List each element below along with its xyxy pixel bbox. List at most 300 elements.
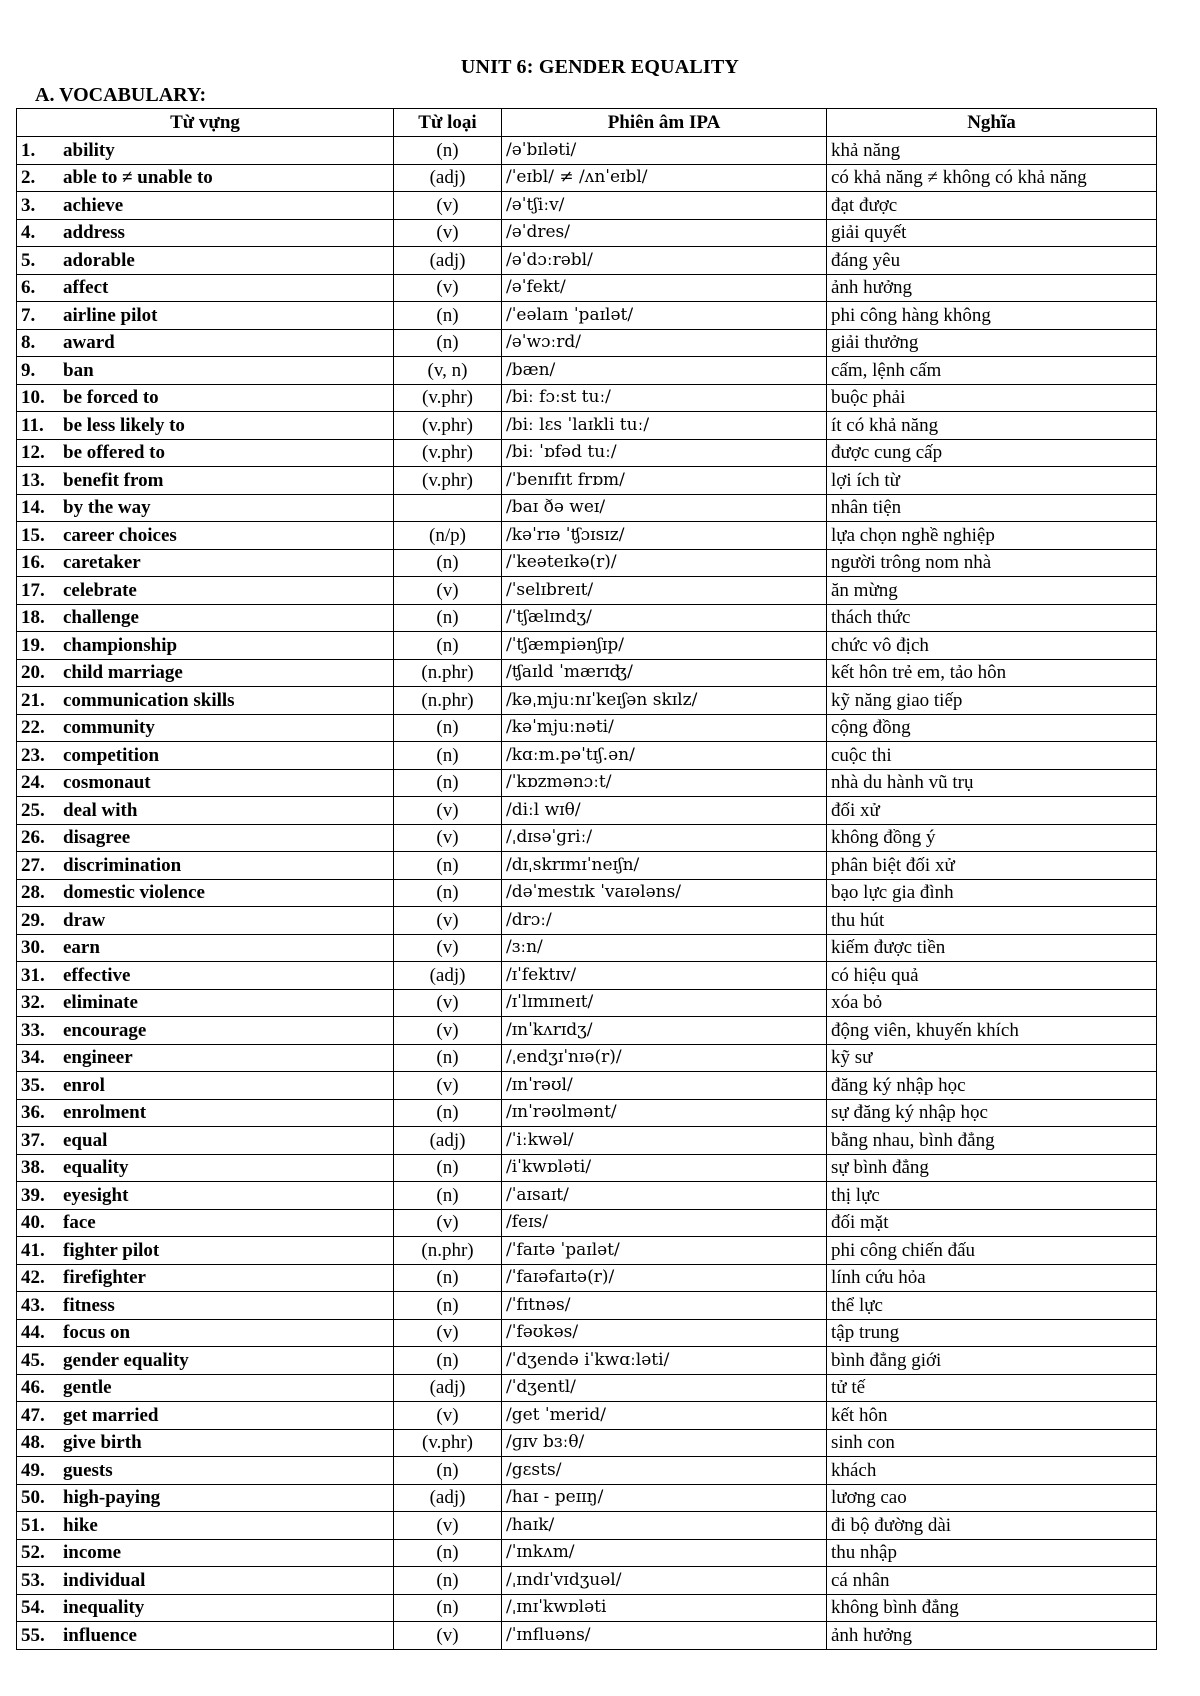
meaning-cell: lính cứu hỏa bbox=[827, 1264, 1157, 1292]
word-cell bbox=[17, 742, 394, 770]
vocab-word: be less likely to bbox=[63, 414, 185, 436]
word-type-cell: (n.phr) bbox=[394, 659, 502, 687]
vocab-word: adorable bbox=[63, 249, 135, 271]
meaning-cell: có hiệu quả bbox=[827, 962, 1157, 990]
row-number: 34. bbox=[21, 1047, 45, 1069]
meaning-cell: không đồng ý bbox=[827, 824, 1157, 852]
ipa-cell: /biː lɛs ˈlaɪkli tuː/ bbox=[502, 412, 827, 440]
table-row bbox=[17, 907, 1157, 935]
vocab-word: child marriage bbox=[63, 662, 183, 684]
word-cell bbox=[17, 329, 394, 357]
word-cell bbox=[17, 1512, 394, 1540]
vocab-word: inequality bbox=[63, 1597, 145, 1619]
word-cell bbox=[17, 1567, 394, 1595]
row-number: 9. bbox=[21, 359, 36, 381]
ipa-cell: /ʧaɪld ˈmærɪʤ/ bbox=[502, 659, 827, 687]
ipa-cell: /ˈkɒzmənɔːt/ bbox=[502, 769, 827, 797]
word-type-cell: (n) bbox=[394, 1594, 502, 1622]
table-row bbox=[17, 1457, 1157, 1485]
word-type-cell: (n) bbox=[394, 1567, 502, 1595]
ipa-cell: /ɪnˈkʌrɪdʒ/ bbox=[502, 1017, 827, 1045]
word-cell bbox=[17, 934, 394, 962]
ipa-cell: /kəˈrɪə ˈʧɔɪsɪz/ bbox=[502, 522, 827, 550]
vocab-word: disagree bbox=[63, 827, 131, 849]
word-cell bbox=[17, 439, 394, 467]
row-number: 48. bbox=[21, 1432, 45, 1454]
row-number: 32. bbox=[21, 992, 45, 1014]
table-row bbox=[17, 962, 1157, 990]
word-cell bbox=[17, 879, 394, 907]
row-number: 20. bbox=[21, 662, 45, 684]
meaning-cell: lựa chọn nghề nghiệp bbox=[827, 522, 1157, 550]
table-row bbox=[17, 989, 1157, 1017]
row-number: 53. bbox=[21, 1569, 45, 1591]
ipa-cell: /bæn/ bbox=[502, 357, 827, 385]
word-cell bbox=[17, 1237, 394, 1265]
word-cell bbox=[17, 384, 394, 412]
word-type-cell: (v) bbox=[394, 797, 502, 825]
ipa-cell: /ˌdɪsəˈɡriː/ bbox=[502, 824, 827, 852]
table-row bbox=[17, 302, 1157, 330]
word-type-cell: (n) bbox=[394, 1347, 502, 1375]
row-number: 28. bbox=[21, 882, 45, 904]
ipa-cell: /əˈwɔːrd/ bbox=[502, 329, 827, 357]
table-row bbox=[17, 687, 1157, 715]
table-row bbox=[17, 1099, 1157, 1127]
row-number: 22. bbox=[21, 717, 45, 739]
row-number: 49. bbox=[21, 1459, 45, 1481]
row-number: 26. bbox=[21, 827, 45, 849]
table-row bbox=[17, 1622, 1157, 1650]
table-row bbox=[17, 1182, 1157, 1210]
page-title: UNIT 6: GENDER EQUALITY bbox=[460, 56, 740, 78]
table-row bbox=[17, 604, 1157, 632]
table-row bbox=[17, 1292, 1157, 1320]
table-row bbox=[17, 467, 1157, 495]
row-number: 1. bbox=[21, 139, 36, 161]
meaning-cell: lợi ích từ bbox=[827, 467, 1157, 495]
table-row bbox=[17, 1402, 1157, 1430]
vocab-word: get married bbox=[63, 1404, 159, 1426]
table-row bbox=[17, 1512, 1157, 1540]
meaning-cell: giải quyết bbox=[827, 219, 1157, 247]
word-cell bbox=[17, 1594, 394, 1622]
word-type-cell: (v) bbox=[394, 1209, 502, 1237]
vocab-word: fitness bbox=[63, 1294, 115, 1316]
table-row bbox=[17, 1017, 1157, 1045]
meaning-cell: khả năng bbox=[827, 137, 1157, 165]
meaning-cell: cuộc thi bbox=[827, 742, 1157, 770]
meaning-cell: đăng ký nhập học bbox=[827, 1072, 1157, 1100]
word-cell bbox=[17, 1484, 394, 1512]
table-row bbox=[17, 632, 1157, 660]
table-row bbox=[17, 384, 1157, 412]
row-number: 2. bbox=[21, 167, 36, 189]
ipa-cell: /baɪ ðə weɪ/ bbox=[502, 494, 827, 522]
meaning-cell: người trông nom nhà bbox=[827, 549, 1157, 577]
meaning-cell: ít có khả năng bbox=[827, 412, 1157, 440]
row-number: 30. bbox=[21, 937, 45, 959]
vocab-word: equal bbox=[63, 1129, 108, 1151]
meaning-cell: buộc phải bbox=[827, 384, 1157, 412]
vocab-word: firefighter bbox=[63, 1267, 146, 1289]
table-row bbox=[17, 439, 1157, 467]
row-number: 50. bbox=[21, 1487, 45, 1509]
table-row bbox=[17, 852, 1157, 880]
word-cell bbox=[17, 302, 394, 330]
ipa-cell: /ˈfəʊkəs/ bbox=[502, 1319, 827, 1347]
ipa-cell: /kəˌmjuːnɪˈkeɪʃən skɪlz/ bbox=[502, 687, 827, 715]
ipa-cell: /ɪnˈrəʊlmənt/ bbox=[502, 1099, 827, 1127]
meaning-cell: giải thưởng bbox=[827, 329, 1157, 357]
table-header-row bbox=[17, 109, 1157, 137]
meaning-cell: đi bộ đường dài bbox=[827, 1512, 1157, 1540]
header-ipa: Phiên âm IPA bbox=[502, 109, 827, 137]
vocab-word: championship bbox=[63, 634, 178, 656]
vocab-word: able to ≠ unable to bbox=[63, 167, 213, 189]
ipa-cell: /ˈeɪbl/ ≠ /ʌnˈeɪbl/ bbox=[502, 164, 827, 192]
table-row bbox=[17, 1154, 1157, 1182]
table-row bbox=[17, 824, 1157, 852]
word-type-cell: (n) bbox=[394, 852, 502, 880]
ipa-cell: /ˌɪndɪˈvɪdʒuəl/ bbox=[502, 1567, 827, 1595]
table-row bbox=[17, 1347, 1157, 1375]
ipa-cell: /ɪnˈrəʊl/ bbox=[502, 1072, 827, 1100]
vocab-word: deal with bbox=[63, 799, 138, 821]
vocab-word: career choices bbox=[63, 524, 177, 546]
row-number: 14. bbox=[21, 497, 45, 519]
table-row bbox=[17, 1044, 1157, 1072]
meaning-cell: không bình đẳng bbox=[827, 1594, 1157, 1622]
word-type-cell: (n) bbox=[394, 742, 502, 770]
word-type-cell: (n) bbox=[394, 1457, 502, 1485]
vocab-word: income bbox=[63, 1542, 122, 1564]
word-cell bbox=[17, 1539, 394, 1567]
table-row bbox=[17, 1237, 1157, 1265]
row-number: 42. bbox=[21, 1267, 45, 1289]
meaning-cell: thể lực bbox=[827, 1292, 1157, 1320]
row-number: 12. bbox=[21, 442, 45, 464]
word-type-cell: (n.phr) bbox=[394, 687, 502, 715]
meaning-cell: bình đẳng giới bbox=[827, 1347, 1157, 1375]
vocab-word: high-paying bbox=[63, 1487, 161, 1509]
table-row bbox=[17, 1127, 1157, 1155]
word-type-cell: (n) bbox=[394, 604, 502, 632]
ipa-cell: /ˈselɪbreɪt/ bbox=[502, 577, 827, 605]
word-cell bbox=[17, 1402, 394, 1430]
word-type-cell: (v.phr) bbox=[394, 467, 502, 495]
table-row bbox=[17, 357, 1157, 385]
ipa-cell: /biː ˈɒfəd tuː/ bbox=[502, 439, 827, 467]
ipa-cell: /əˈtʃiːv/ bbox=[502, 192, 827, 220]
word-cell bbox=[17, 494, 394, 522]
ipa-cell: /drɔː/ bbox=[502, 907, 827, 935]
table-row bbox=[17, 769, 1157, 797]
word-type-cell: (n) bbox=[394, 137, 502, 165]
vocab-word: influence bbox=[63, 1624, 137, 1646]
word-type-cell: (v) bbox=[394, 907, 502, 935]
ipa-cell: /get ˈmerid/ bbox=[502, 1402, 827, 1430]
word-cell bbox=[17, 1622, 394, 1650]
vocab-word: individual bbox=[63, 1569, 146, 1591]
word-type-cell: (n) bbox=[394, 1099, 502, 1127]
table-row bbox=[17, 714, 1157, 742]
table-row bbox=[17, 247, 1157, 275]
word-cell bbox=[17, 412, 394, 440]
row-number: 44. bbox=[21, 1322, 45, 1344]
table-row bbox=[17, 1484, 1157, 1512]
word-type-cell: (n/p) bbox=[394, 522, 502, 550]
meaning-cell: nhân tiện bbox=[827, 494, 1157, 522]
word-type-cell: (adj) bbox=[394, 1374, 502, 1402]
table-row bbox=[17, 1594, 1157, 1622]
row-number: 3. bbox=[21, 194, 36, 216]
row-number: 41. bbox=[21, 1239, 45, 1261]
ipa-cell: /dɪˌskrɪmɪˈneɪʃn/ bbox=[502, 852, 827, 880]
meaning-cell: lương cao bbox=[827, 1484, 1157, 1512]
vocab-word: benefit from bbox=[63, 469, 164, 491]
word-type-cell: (v) bbox=[394, 274, 502, 302]
word-type-cell: (n) bbox=[394, 879, 502, 907]
word-type-cell: (v) bbox=[394, 824, 502, 852]
word-cell bbox=[17, 1017, 394, 1045]
ipa-cell: /ˈtʃæmpiənʃɪp/ bbox=[502, 632, 827, 660]
vocab-word: celebrate bbox=[63, 579, 137, 601]
ipa-cell: /ˈeəlaɪn ˈpaɪlət/ bbox=[502, 302, 827, 330]
meaning-cell: kiếm được tiền bbox=[827, 934, 1157, 962]
vocab-word: ability bbox=[63, 139, 115, 161]
ipa-cell: /əˈbɪləti/ bbox=[502, 137, 827, 165]
word-type-cell: (n) bbox=[394, 714, 502, 742]
ipa-cell: /ˈɪnfluəns/ bbox=[502, 1622, 827, 1650]
meaning-cell: cấm, lệnh cấm bbox=[827, 357, 1157, 385]
word-cell bbox=[17, 824, 394, 852]
row-number: 10. bbox=[21, 387, 45, 409]
table-row bbox=[17, 522, 1157, 550]
table-row bbox=[17, 577, 1157, 605]
meaning-cell: đối mặt bbox=[827, 1209, 1157, 1237]
word-cell bbox=[17, 1209, 394, 1237]
row-number: 13. bbox=[21, 469, 45, 491]
ipa-cell: /ˈfɪtnəs/ bbox=[502, 1292, 827, 1320]
word-cell bbox=[17, 1182, 394, 1210]
meaning-cell: phi công hàng không bbox=[827, 302, 1157, 330]
word-cell bbox=[17, 1429, 394, 1457]
meaning-cell: bạo lực gia đình bbox=[827, 879, 1157, 907]
meaning-cell: sự đăng ký nhập học bbox=[827, 1099, 1157, 1127]
meaning-cell: sinh con bbox=[827, 1429, 1157, 1457]
row-number: 17. bbox=[21, 579, 45, 601]
ipa-cell: /ɡɪv bɜːθ/ bbox=[502, 1429, 827, 1457]
word-cell bbox=[17, 577, 394, 605]
row-number: 6. bbox=[21, 277, 36, 299]
ipa-cell: /əˈdres/ bbox=[502, 219, 827, 247]
meaning-cell: thị lực bbox=[827, 1182, 1157, 1210]
table-row bbox=[17, 934, 1157, 962]
vocab-word: award bbox=[63, 332, 115, 354]
meaning-cell: sự bình đẳng bbox=[827, 1154, 1157, 1182]
row-number: 16. bbox=[21, 552, 45, 574]
row-number: 33. bbox=[21, 1019, 45, 1041]
word-type-cell: (v) bbox=[394, 219, 502, 247]
word-cell bbox=[17, 219, 394, 247]
word-cell bbox=[17, 1457, 394, 1485]
table-row bbox=[17, 742, 1157, 770]
meaning-cell: thu nhập bbox=[827, 1539, 1157, 1567]
vocab-word: caretaker bbox=[63, 552, 141, 574]
row-number: 52. bbox=[21, 1542, 45, 1564]
row-number: 36. bbox=[21, 1102, 45, 1124]
word-type-cell: (v.phr) bbox=[394, 439, 502, 467]
vocab-word: draw bbox=[63, 909, 106, 931]
ipa-cell: /ˈaɪsaɪt/ bbox=[502, 1182, 827, 1210]
meaning-cell: ảnh hưởng bbox=[827, 274, 1157, 302]
word-cell bbox=[17, 687, 394, 715]
vocab-word: be forced to bbox=[63, 387, 159, 409]
vocab-word: domestic violence bbox=[63, 882, 205, 904]
table-row bbox=[17, 1209, 1157, 1237]
table-row bbox=[17, 879, 1157, 907]
word-type-cell: (n) bbox=[394, 632, 502, 660]
vocab-word: affect bbox=[63, 277, 109, 299]
row-number: 37. bbox=[21, 1129, 45, 1151]
word-cell bbox=[17, 1099, 394, 1127]
ipa-cell: /biː fɔːst tuː/ bbox=[502, 384, 827, 412]
row-number: 54. bbox=[21, 1597, 45, 1619]
vocab-word: enrol bbox=[63, 1074, 105, 1096]
table-row bbox=[17, 494, 1157, 522]
word-cell bbox=[17, 1292, 394, 1320]
ipa-cell: /ˈɪnkʌm/ bbox=[502, 1539, 827, 1567]
row-number: 31. bbox=[21, 964, 45, 986]
row-number: 45. bbox=[21, 1349, 45, 1371]
ipa-cell: /ɪˈlɪmɪneɪt/ bbox=[502, 989, 827, 1017]
word-cell bbox=[17, 714, 394, 742]
vocab-word: fighter pilot bbox=[63, 1239, 160, 1261]
meaning-cell: thu hút bbox=[827, 907, 1157, 935]
vocab-word: focus on bbox=[63, 1322, 131, 1344]
header-word: Từ vựng bbox=[17, 109, 394, 137]
meaning-cell: ảnh hưởng bbox=[827, 1622, 1157, 1650]
word-type-cell: (n) bbox=[394, 1539, 502, 1567]
word-cell bbox=[17, 137, 394, 165]
meaning-cell: cá nhân bbox=[827, 1567, 1157, 1595]
word-cell bbox=[17, 274, 394, 302]
row-number: 21. bbox=[21, 689, 45, 711]
row-number: 19. bbox=[21, 634, 45, 656]
ipa-cell: /haɪ - peɪɪŋ/ bbox=[502, 1484, 827, 1512]
word-type-cell: (v) bbox=[394, 1512, 502, 1540]
table-row bbox=[17, 797, 1157, 825]
vocab-word: engineer bbox=[63, 1047, 133, 1069]
table-row bbox=[17, 1319, 1157, 1347]
vocab-word: discrimination bbox=[63, 854, 182, 876]
word-type-cell: (v) bbox=[394, 1319, 502, 1347]
word-cell bbox=[17, 989, 394, 1017]
word-type-cell: (adj) bbox=[394, 962, 502, 990]
ipa-cell: /ˈkeəteɪkə(r)/ bbox=[502, 549, 827, 577]
meaning-cell: cộng đồng bbox=[827, 714, 1157, 742]
word-type-cell: (n.phr) bbox=[394, 1237, 502, 1265]
word-type-cell: (v.phr) bbox=[394, 412, 502, 440]
ipa-cell: /ˈtʃælɪndʒ/ bbox=[502, 604, 827, 632]
ipa-cell: /diːl wɪθ/ bbox=[502, 797, 827, 825]
row-number: 5. bbox=[21, 249, 36, 271]
ipa-cell: /ˈbenɪfɪt frɒm/ bbox=[502, 467, 827, 495]
vocab-word: encourage bbox=[63, 1019, 147, 1041]
row-number: 35. bbox=[21, 1074, 45, 1096]
word-type-cell: (v) bbox=[394, 1072, 502, 1100]
meaning-cell: đối xử bbox=[827, 797, 1157, 825]
table-row bbox=[17, 412, 1157, 440]
row-number: 23. bbox=[21, 744, 45, 766]
ipa-cell: /ˌɪnɪˈkwɒləti bbox=[502, 1594, 827, 1622]
word-cell bbox=[17, 1072, 394, 1100]
meaning-cell: phân biệt đối xử bbox=[827, 852, 1157, 880]
table-row bbox=[17, 1072, 1157, 1100]
vocab-word: community bbox=[63, 717, 155, 739]
word-type-cell: (v) bbox=[394, 1622, 502, 1650]
meaning-cell: kết hôn bbox=[827, 1402, 1157, 1430]
ipa-cell: /ˈdʒendə iˈkwɑːləti/ bbox=[502, 1347, 827, 1375]
meaning-cell: kết hôn trẻ em, tảo hôn bbox=[827, 659, 1157, 687]
word-type-cell: (n) bbox=[394, 329, 502, 357]
row-number: 4. bbox=[21, 222, 36, 244]
meaning-cell: kỹ sư bbox=[827, 1044, 1157, 1072]
row-number: 51. bbox=[21, 1514, 45, 1536]
row-number: 7. bbox=[21, 304, 36, 326]
word-type-cell: (v, n) bbox=[394, 357, 502, 385]
word-cell bbox=[17, 357, 394, 385]
word-cell bbox=[17, 1264, 394, 1292]
header-type: Từ loại bbox=[394, 109, 502, 137]
table-row bbox=[17, 329, 1157, 357]
row-number: 15. bbox=[21, 524, 45, 546]
vocab-word: gentle bbox=[63, 1377, 112, 1399]
word-cell bbox=[17, 467, 394, 495]
ipa-cell: /iˈkwɒləti/ bbox=[502, 1154, 827, 1182]
table-row bbox=[17, 1539, 1157, 1567]
word-type-cell: (adj) bbox=[394, 247, 502, 275]
vocab-word: equality bbox=[63, 1157, 129, 1179]
word-cell bbox=[17, 1319, 394, 1347]
table-row bbox=[17, 274, 1157, 302]
word-cell bbox=[17, 1374, 394, 1402]
row-number: 11. bbox=[21, 414, 44, 436]
meaning-cell: đạt được bbox=[827, 192, 1157, 220]
meaning-cell: đáng yêu bbox=[827, 247, 1157, 275]
word-type-cell: (v) bbox=[394, 1402, 502, 1430]
vocab-word: be offered to bbox=[63, 442, 166, 464]
vocab-word: gender equality bbox=[63, 1349, 189, 1371]
vocab-word: effective bbox=[63, 964, 131, 986]
word-cell bbox=[17, 1347, 394, 1375]
word-cell bbox=[17, 604, 394, 632]
vocab-word: ban bbox=[63, 359, 94, 381]
ipa-cell: /dəˈmestɪk ˈvaɪələns/ bbox=[502, 879, 827, 907]
ipa-cell: /ɪˈfektɪv/ bbox=[502, 962, 827, 990]
ipa-cell: /əˈdɔːrəbl/ bbox=[502, 247, 827, 275]
word-type-cell: (adj) bbox=[394, 1484, 502, 1512]
meaning-cell: tập trung bbox=[827, 1319, 1157, 1347]
table-row bbox=[17, 1567, 1157, 1595]
ipa-cell: /kɑːm.pəˈtɪʃ.ən/ bbox=[502, 742, 827, 770]
word-cell bbox=[17, 522, 394, 550]
table-row bbox=[17, 137, 1157, 165]
table-row bbox=[17, 1429, 1157, 1457]
meaning-cell: phi công chiến đấu bbox=[827, 1237, 1157, 1265]
meaning-cell: ăn mừng bbox=[827, 577, 1157, 605]
